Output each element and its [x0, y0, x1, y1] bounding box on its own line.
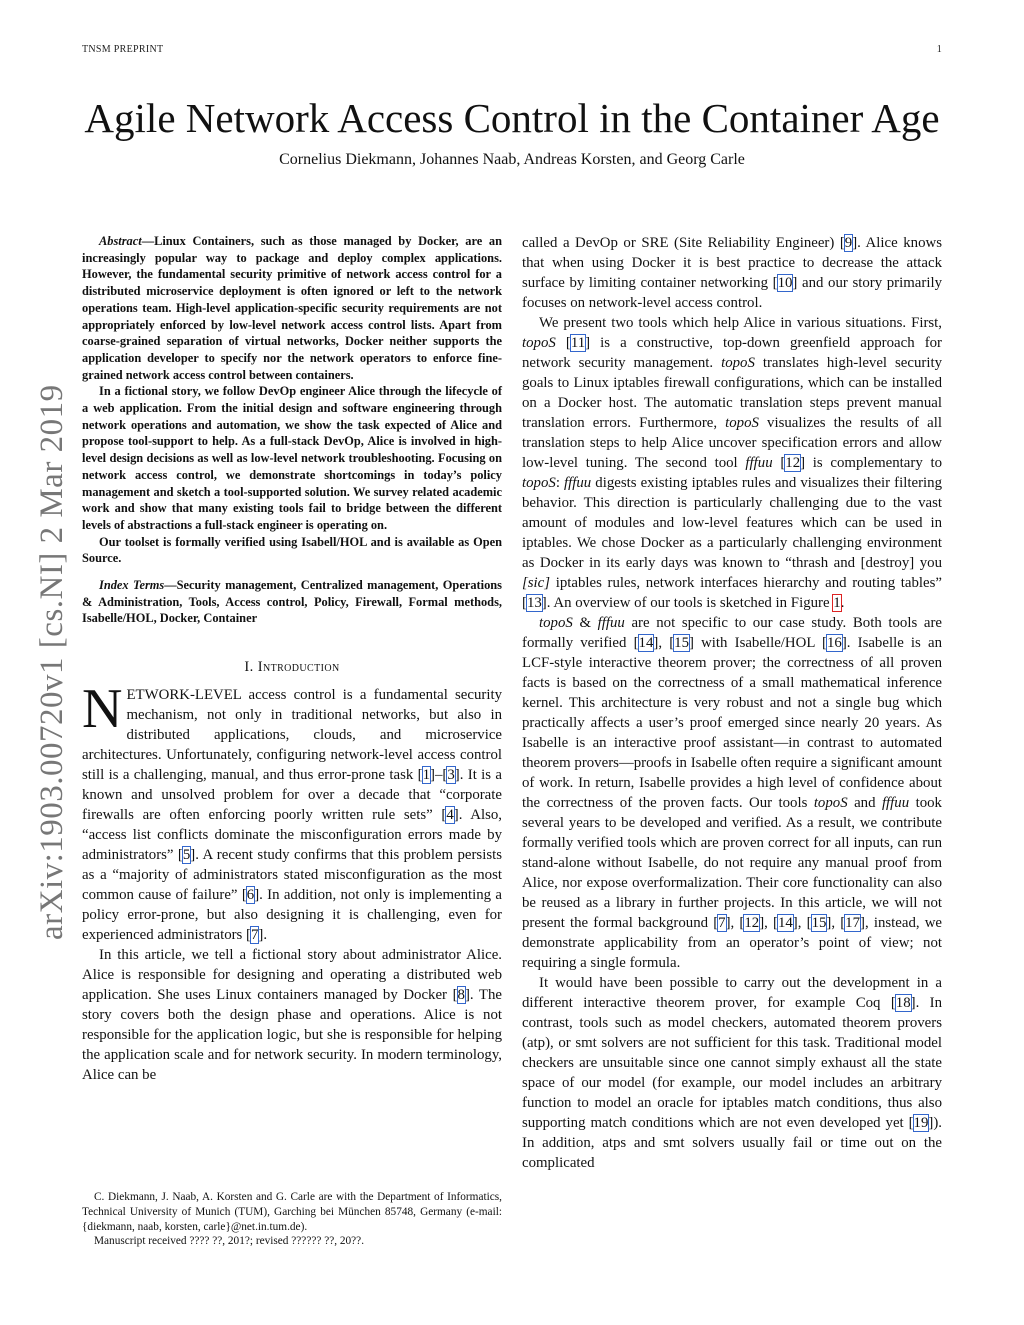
citation-link[interactable]: 18	[895, 995, 911, 1011]
index-terms-text: —Security management, Centralized management, Operations & Administration, Tools, Access control, Policy, Firewall, Formal methods, Isabelle/HOL, Docker, Container	[82, 578, 502, 626]
citation-link[interactable]: 8	[457, 987, 465, 1004]
paper-title: Agile Network Access Control in the Container Age	[84, 95, 940, 141]
abstract-paragraph-1: —Linux Containers, such as those managed by Docker, are an increasingly popular way to package and deploy complex applications. However, the fundamental security primitive of network access control for a distributed microservice deployment is often ignored or left to the network operations team. High-level application-specific security requirements are not appropriately enforced by low-level network access control lists. Apart from coarse-grained separation of virtual networks, Docker neither supports the application developer to specify nor the network operators to enforce fine-grained network access control between containers.	[82, 234, 502, 382]
tool-name: topoS	[813, 795, 848, 811]
running-title: TNSM PREPRINT	[82, 44, 164, 55]
running-header	[82, 44, 942, 55]
footnote-affiliation: C. Diekmann, J. Naab, A. Korsten and G. Carle are with the Department of Informatics, Technical University of Munich (TUM), Garching bei München 85748, Germany (e-mail: {diekmann, naab, korsten, carle}@net.in.tum.de).	[82, 1191, 502, 1233]
body-paragraph-4: It would have been possible to carry out the development in a different interactive theorem prover, for example Coq [18]. In contrast, tools such as model checkers, automated theorem provers (atp), or smt solvers are not sufficient for this task. Traditional model checkers are unsuitable since one cannot simply exhaust all the state space of our model (for example, our model includes an arbitrary function to model an oracle for iptables match conditions, thus also supporting match conditions which are not even developed yet [19]). In addition, atps and smt solvers usually fail or time out on the complicated	[522, 975, 942, 1171]
author-list: Cornelius Diekmann, Johannes Naab, Andreas Korsten, and Georg Carle	[279, 151, 745, 168]
abstract-label: Abstract	[99, 234, 142, 248]
citation-link[interactable]: 4	[446, 807, 454, 824]
tool-name: fffuu	[564, 475, 592, 491]
citation-link[interactable]: 15	[674, 635, 689, 651]
citation-link[interactable]: 5	[182, 847, 191, 864]
page-number: 1	[936, 44, 942, 55]
intro-paragraph-2: In this article, we tell a fictional story about administrator Alice. Alice is responsible for designing and operating a distributed web application. She uses Linux containers managed by Docker [8]. The story covers both the design phase and operations. Alice is not responsible for the application logic, but she is responsible for helping the application scale and for network security. In modern terminology, Alice can be	[82, 947, 502, 1084]
body-paragraph-1: called a DevOp or SRE (Site Reliability Engineer) [9]. Alice knows that when using Docker it is best practice to decrease the attack surface by limiting container networking [10] and our story primarily focuses on network-level access control.	[522, 235, 942, 311]
left-column	[82, 233, 502, 1085]
citation-link[interactable]: 17	[845, 915, 861, 931]
citation-link[interactable]: 19	[913, 1115, 929, 1131]
citation-link[interactable]: 7	[718, 915, 726, 931]
right-column	[522, 233, 942, 1173]
citation-link[interactable]: 6	[246, 887, 255, 904]
abstract-paragraph-3: Our toolset is formally verified using Isabell/HOL and is available as Open Source.	[82, 534, 502, 566]
index-terms	[82, 577, 502, 627]
tool-name: fffuu	[597, 615, 625, 631]
arxiv-stamp: arXiv:1903.00720v1 [cs.NI] 2 Mar 2019	[34, 384, 70, 940]
citation-link[interactable]: 16	[826, 635, 842, 651]
body-paragraph-2: We present two tools which help Alice in various situations. First, topoS [11] is a constructive, top-down greenfield approach for network security management. topoS translates high-level security goals to Linux iptables firewall configurations, which can be installed on a Docker host. The automatic translation steps prevent manual translation errors. Furthermore, topoS visualizes the results of all translation steps to help Alice uncover specification errors and allow low-level tuning. The second tool fffuu [12] is complementary to topoS: fffuu digests existing iptables rules and visualizes their filtering behavior. This direction is particularly challenging due to the vast amount of modules and low-level features which can be used in iptables. We chose Docker as a particularly challenging environment as Docker in its early days was known to “thrash and [destroy] you [sic] iptables rules, network interfaces hierarchy and routing tables” [13]. An overview of our tools is sketched in Figure 1.	[522, 315, 943, 611]
section-title: Introduction	[257, 659, 340, 676]
body-paragraph-3: topoS & fffuu are not specific to our case study. Both tools are formally verified [14], [15] with Isabelle/HOL [16]. Isabelle is an LCF-style interactive theorem prover; the correctness of all proven facts is based on the correctness of a small mathematical inference kernel. This architecture is very robust and not a single bug which practically affects a user’s proof emerged since nearly 20 years. As Isabelle is an interactive proof assistant—in contrast to automated theorem provers—proofs in Isabelle often require a significant amount of work. In return, Isabelle provides a high level of confidence about the correctness of the proven facts. Our tools topoS and fffuu took several years to be developed and verified. As a result, we contribute formally verified tools which are proven correct for all inputs, can run stand-alone without Isabelle, do not require any manual proof from Alice, nor expose overformalization. Their core functionality can also be reused as a library in further projects. In this article, we will not present the formal background [7], [12], [14], [15], [17], instead, we demonstrate applicability from an operator’s point of view; not requiring a single formula.	[522, 615, 943, 971]
sic-marker: [sic]	[522, 575, 551, 591]
citation-link[interactable]: 7	[251, 927, 259, 944]
drop-cap: N	[82, 678, 123, 741]
citation-link[interactable]: 13	[526, 595, 542, 611]
citation-link[interactable]: 1	[422, 767, 430, 784]
abstract-paragraph-2: In a fictional story, we follow DevOp engineer Alice through the lifecycle of a web application. From the initial design and software engineering through network operations and automation, we show the task expected of Alice and propose tool-support to help. As a full-stack DevOp, Alice is involved in high-level design decisions as well as low-level network troubleshooting. Focusing on network access control, we demonstrate shortcomings in today’s policy management and sketch a tool-supported solution. We survey related academic work and show that many existing tools fail to bridge between the different levels of abstractions a full-stack engineer is operating on.	[82, 384, 502, 532]
tool-name: topoS	[539, 615, 573, 631]
citation-link[interactable]: 15	[811, 915, 827, 931]
citation-link[interactable]: 11	[570, 335, 586, 351]
citation-link[interactable]: 14	[777, 915, 793, 931]
author-footnote	[82, 1190, 502, 1249]
citation-link[interactable]: 10	[777, 275, 793, 291]
citation-link[interactable]: 14	[638, 635, 654, 651]
intro-paragraph-1: NETWORK-LEVEL access control is a fundamental security mechanism, not only in traditional networks, but also in distributed applications, clouds, and microservice architectures. Unfortunately, configuring network-level access control still is a challenging, manual, and thus error-prone task [1]–[3]. It is a known and unsolved problem for over a decade that “corporate firewalls are often enforcing poorly written rule sets” [4]. Also, “access list conflicts dominate the misconfiguration errors made by administrators” [5]. A recent study confirms that this problem persists as a “majority of administrators stated misconfiguration as the most common cause of failure” [6]. In addition, not only is implementing a policy error-prone, but also designing it is challenging, even for experienced administrators [7].	[82, 678, 502, 944]
tool-name: fffuu	[745, 455, 773, 471]
citation-link[interactable]: 9	[844, 235, 853, 251]
footnote-manuscript: Manuscript received ???? ??, 201?; revised ?????? ??, 20??.	[94, 1235, 365, 1248]
index-terms-label: Index Terms	[99, 578, 165, 593]
citation-link[interactable]: 12	[785, 455, 801, 471]
tool-name: topoS	[721, 355, 755, 371]
citation-link[interactable]: 12	[744, 915, 760, 931]
citation-link[interactable]: 3	[447, 767, 455, 784]
abstract	[82, 233, 502, 627]
tool-name: topoS	[522, 335, 556, 351]
section-heading-introduction	[82, 657, 502, 677]
tool-name: topoS	[522, 475, 556, 491]
section-number: I.	[244, 659, 254, 676]
tool-name: topoS	[725, 415, 759, 431]
tool-name: fffuu	[881, 795, 910, 811]
figure-link[interactable]: 1	[833, 595, 841, 611]
